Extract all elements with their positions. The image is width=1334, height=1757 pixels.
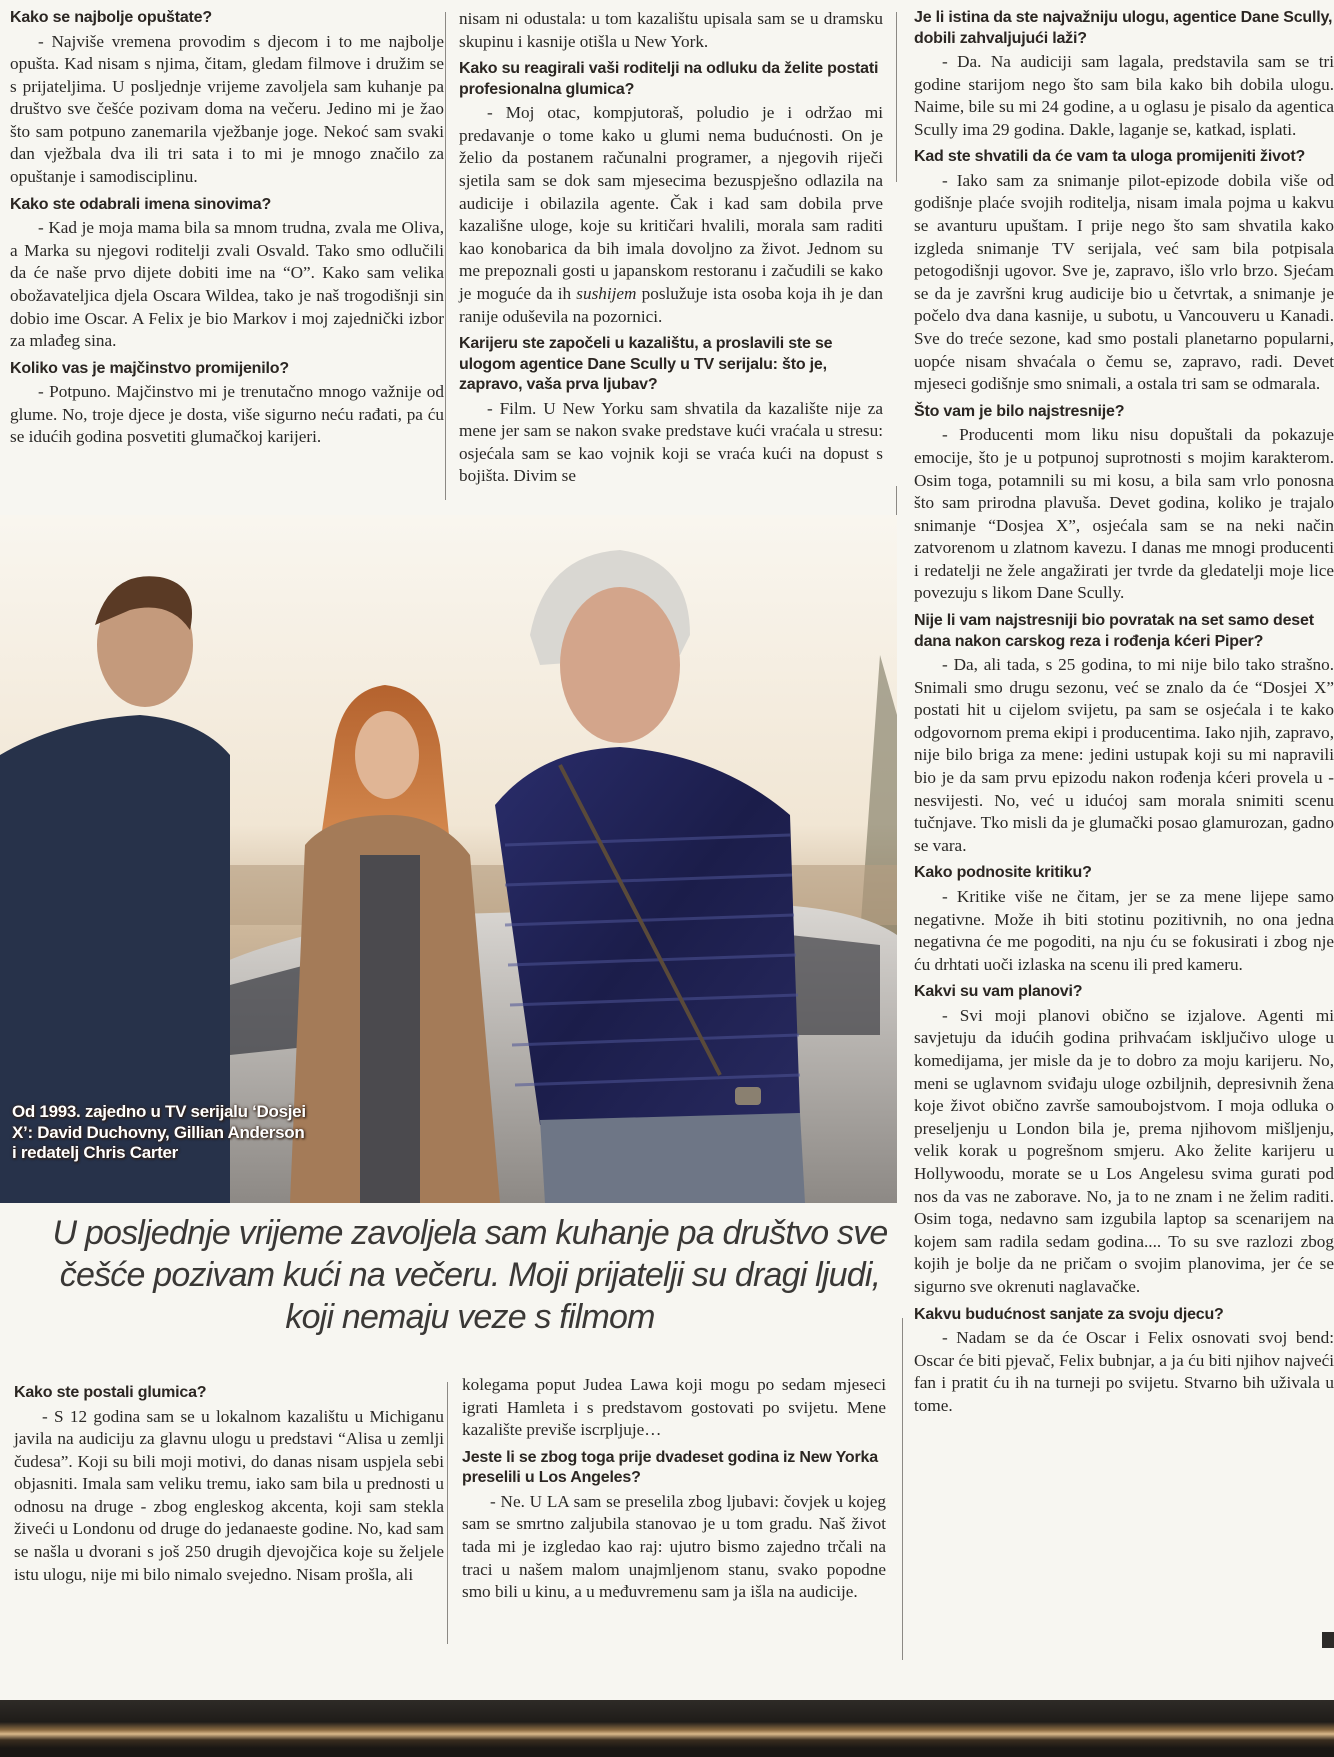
answer: - Da. Na audiciji sam lagala, predstavila sam se tri godine starijom nego što sam bila kako bih dobila ulogu. Naime, bile su mi 24 godine, a u oglasu je pisalo da agentica Scully ima 29 godina. Dakle, laganje se, katkad, isplati. [914,52,1334,139]
answer: - S 12 godina sam se u lokalnom kazalištu u Michiganu javila na audiciju za glavnu ulogu u predstavi “Alisa u zemlji čudesa”. Koji su bili moji motivi, do danas nisam uspjela sebi objasniti. Imala sam veliku tremu, iako sam bila u prednosti u odnosu na druge - zbog engleskog akcenta, koji sam stekla živeći u Londonu od druge do jedanaeste godine. No, kad sam se našla u dvorani s još 250 drugih djevojčica koje su željele istu ulogu, nije mi bilo nimalo svejedno. Nisam prošla, ali [14,1406,444,1584]
answer: - Film. U New Yorku sam shvatila da kazalište nije za mene jer sam se nakon svake predstave kući vraćala u stresu: osjećala sam se kao vojnik koji se vraća kući na dopust s bojišta. Divim se [459,398,883,486]
column-3 [914,8,1334,1417]
question: Kako su reagirali vaši roditelji na odluku da želite postati profesionalna glumica? [459,60,879,98]
photo-illustration [0,515,897,1203]
column-divider [447,1382,448,1644]
column-2-top [459,8,883,488]
question: Kako podnosite kritiku? [914,864,1092,882]
answer: - Najviše vremena provodim s djecom i to me najbolje opušta. Kad nisam s njima, čitam, gledam filmove i družim se s prijateljima. U posljednje vrijeme zavoljela sam kuhanje pa društvo sve češće pozivam doma na večeru. Jedino mi je žao što sam potpuno zanemarila vježbanje joge. Nekoć sam svaki dan vježbala dva ili tri sata i to mi je mnogo značilo za opuštanje i samodisciplinu. [10,31,444,187]
answer: - Kad je moja mama bila sa mnom trudna, zvala me Oliva, a Marka su njegovi roditelji zvali Osvald. Tako smo odlučili da će naše prvo dijete dobiti ime na “O”. Kako sam velika obožavateljica djela Oscara Wildea, tako je naš trogodišnji sin dobio ime Oscar. A Felix je bio Markov i moj zajednički izbor za mlađeg sina. [10,218,444,351]
person-face [355,711,419,799]
answer: - Nadam se da će Oscar i Felix osnovati svoj bend: Oscar će biti pjevač, Felix bubnjar, a ja ću biti njihov najveći fan i pratit ću ih na turneji po svijetu. Stvarno bih uživala u tome. [914,1328,1334,1415]
question: Kako se najbolje opuštate? [10,9,212,26]
answer-emphasis: sushijem [576,283,637,303]
question: Je li istina da ste najvažniju ulogu, agentice Dane Scully, dobili zahvaljujući laži? [914,9,1333,47]
question: Koliko vas je majčinstvo promijenilo? [10,359,289,377]
question: Karijeru ste započeli u kazalištu, a proslavili ste se ulogom agentice Dane Scully u TV serijalu: što je, zapravo, vaša prva ljubav? [459,335,833,394]
cast-photo [0,515,897,1203]
pull-quote: U posljednje vrijeme zavoljela sam kuhanje pa društvo sve češće pozivam kući na večeru. Moji prijatelji su dragi ljudi, koji nemaju veze s filmom [52,1214,888,1336]
person-jeans [540,1113,805,1203]
answer [459,102,883,328]
column-divider [896,486,897,516]
question: Jeste li se zbog toga prije dvadeset godina iz New Yorka preselili u Los Angeles? [462,1448,878,1487]
column-divider [902,1318,903,1660]
person-top [360,855,420,1203]
answer: - Iako sam za snimanje pilot-epizode dobila više od godišnje plaće svojih roditelja, nisam imala pojma u kakvu se avanturu upuštam. I prije nego što sam shvatila kako izgleda snimanje TV serijala, već sam bila potpisala petogodišnji ugovor. Sve je, zapravo, išlo vrlo brzo. Sjećam se da je završni krug audicije bio u četvrtak, a snimanje je počelo dva dana kasnije, u subotu, u Vancouveru u Kanadi. Sve do treće sezone, kad smo postali planetarno popularni, uopće nisam shvaćala o čemu se, zapravo, radi. Devet mjeseci godišnje smo snimali, a ostala tri sam se odmarala. [914,170,1334,394]
page-bottom-edge [0,1700,1334,1757]
column-divider [896,12,897,182]
answer-text: - Moj otac, kompjutoraš, poludio je i održao mi predavanje o tome kako u glumi nema budućnosti. On je želio da postanem računalni programer, a njegovih riječi sjetila sam se dok sam mjesecima bezuspješno odlazila na audicije i obilazila agente. Čak i kad sam dobila prve kazališne uloge, koje su kritičari hvalili, morala sam raditi kao konobarica da bih imala dovoljno za život. Jednom su me prepoznali gosti u japanskom restoranu i začudili se kako je moguće da ih [459,103,883,303]
answer: - Kritike više ne čitam, jer se za mene lijepe samo negativne. Može ih biti stotinu pozitivnih, no ona jedna negativna će me pogoditi, na nju ću se fokusirati i zbog nje ću drhtati uoči izlaska na scenu ili pred kameru. [914,886,1334,974]
wristwatch [735,1087,761,1105]
person-face [560,587,680,743]
answer: - Ne. U LA sam se preselila zbog ljubavi: čovjek u kojeg sam se smrtno zaljubila stanovao je u tom gradu. Naš život tada mi je izgledao kao raj: ujutro bismo zajedno trčali na traci u našem malom unajmljenom stanu, svako popodne smo bili u kinu, a u međuvremenu sam ja išla na audicije. [462,1491,886,1602]
column-1-top [10,8,444,449]
answer-continuation: kolegama poput Judea Lawa koji mogu po sedam mjeseci igrati Hamleta i s predstavom gostovati po svijetu. Mene kazalište previše iscrpljuje… [462,1375,886,1440]
car-window [790,935,880,1035]
answer-continuation: nisam ni odustala: u tom kazalištu upisala sam se u dramsku skupinu i kasnije otišla u New York. [459,9,883,51]
question: Kakvi su vam planovi? [914,983,1083,1001]
question: Kakvu budućnost sanjate za svoju djecu? [914,1305,1224,1323]
question: Kako ste odabrali imena sinovima? [10,195,272,213]
column-1-bottom [14,1383,444,1586]
answer: - Da, ali tada, s 25 godina, to mi nije bilo tako strašno. Snimali smo drugu sezonu, već se znalo da će “Dosjei X” postati hit u cijelom svijetu, pa sam se osjećala i te kako odgovornom prema ekipi i producentima. Iako njih, zapravo, nije bilo briga za mene: jedini ustupak koji su mi napravili bio je da sam prvu epizodu nakon rođenja kćeri provela u - nesvijesti. No, već u idućoj sam morala snimiti scenu tučnjave. Tko misli da je glumački posao glamurozan, gadno se vara. [914,655,1334,855]
column-2-bottom [462,1374,886,1604]
answer: - Potpuno. Majčinstvo mi je trenutačno mnogo važnije od glume. No, troje djece je dosta, više sigurno neću rađati, pa ću se idućih godina posvetiti glumačkoj karijeri. [10,382,444,447]
question: Kako ste postali glumica? [14,1384,207,1401]
question: Što vam je bilo najstresnije? [914,402,1125,420]
question: Nije li vam najstresniji bio povratak na set samo deset dana nakon carskog reza i rođenja kćeri Piper? [914,612,1314,650]
photo-caption: Od 1993. zajedno u TV serijalu ‘Dosjei X’: David Duchovny, Gillian Anderson i redatelj Chris Carter [12,1102,306,1162]
question: Kad ste shvatili da će vam ta uloga promijeniti život? [914,148,1306,166]
column-divider [445,12,446,500]
answer: - Svi moji planovi obično se izjalove. Agenti mi savjetuju da idućih godina prihvaćam isključivo uloge u komedijama, jer misle da je to dobro za moju karijeru. No, meni se uglavnom sviđaju uloge ozbiljnih, depresivnih žena koje život obično završe samoubojstvom. I moja odluka o preseljenju u London bila je, prema njihovom mišljenju, velik korak u pogrešnom smjeru. Ako želite karijeru u Hollywoodu, morate se u Los Angelesu svima gurati pod nos da vas ne zaborave. No, ja to ne znam i ne želim raditi. Osim toga, nedavno sam izgubila laptop sa scenarijem na kojem sam radila sedam godina.... To su sve razlozi zbog kojih je bolje da ne pričam o svojim planovima, jer će se sigurno sve okrenuti naglavačke. [914,1005,1334,1296]
answer-text: poslužuje ista osoba koja ih je dan ranije oduševila na pozornici. [459,283,883,326]
answer: - Producenti mom liku nisu dopuštali da pokazuje emocije, što je u potpunoj suprotnosti s mojim karakterom. Osim toga, potamnili su mi kosu, a bila sam vrlo ponosna što sam prirodna plavuša. Devet godina, koliko je trajalo snimanje “Dosjea X”, osjećala sam se na neki način zatvorenom u zlatnom kavezu. I danas me mnogi producenti i redatelji ne žele angažirati jer tvrde da gledatelji moje lice povezuju s likom Dane Scully. [914,425,1334,603]
article-end-mark [1322,1632,1334,1648]
